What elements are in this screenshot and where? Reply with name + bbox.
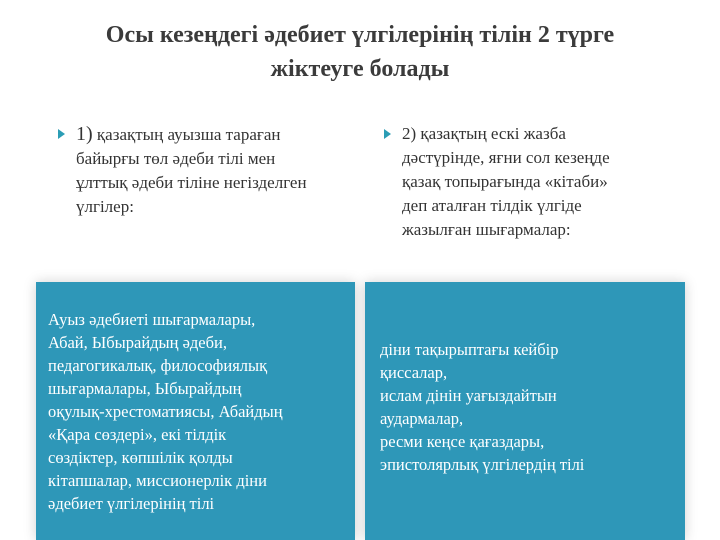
- left-panel-line: педагогикалық, философиялық: [48, 356, 268, 375]
- left-bullet-line-4: үлгілер:: [76, 197, 134, 216]
- left-bullet-line-3: ұлттық әдеби тіліне негізделген: [76, 173, 307, 192]
- title-line-2: жіктеуге болады: [270, 56, 450, 82]
- bullet-arrow-icon: [58, 129, 65, 139]
- right-content-panel: [365, 282, 685, 540]
- right-panel-line: діни тақырыптағы кейбір: [380, 340, 559, 359]
- left-bullet-line-1-text: қазақтың ауызша тараған: [96, 125, 281, 144]
- title-line-1: Осы кезеңдегі әдебиет үлгілерінің тілін 2 түрге: [105, 22, 615, 48]
- right-bullet-line-2: дәстүрінде, яғни сол кезеңде: [402, 148, 610, 167]
- left-panel-line: Ауыз әдебиеті шығармалары,: [48, 310, 256, 329]
- right-bullet-line-1: 2) қазақтың ескі жазба: [402, 124, 566, 143]
- left-panel-line: Абай, Ыбырайдың әдеби,: [48, 333, 227, 352]
- right-panel-line: аудармалар,: [380, 409, 464, 428]
- right-panel-line: эпистолярлық үлгілердің тілі: [380, 455, 585, 474]
- left-panel-line: әдебиет үлгілерінің тілі: [48, 494, 215, 513]
- left-panel-line: шығармалары, Ыбырайдың: [48, 379, 242, 398]
- right-bullet: [402, 122, 652, 242]
- left-panel-line: кітапшалар, миссионерлік діни: [48, 471, 267, 490]
- right-panel-line: ресми кеңсе қағаздары,: [380, 432, 545, 451]
- right-bullet-line-4: деп аталған тілдік үлгіде: [402, 196, 582, 215]
- left-panel-text: [48, 308, 353, 515]
- left-panel-line: оқулық-хрестоматиясы, Абайдың: [48, 402, 283, 421]
- left-bullet: [76, 122, 352, 219]
- left-bullet-line-1: [76, 122, 352, 147]
- slide-title: [40, 18, 680, 86]
- left-bullet-number: 1): [76, 123, 93, 145]
- left-bullet-line-2: байырғы төл әдеби тілі мен: [76, 149, 276, 168]
- bullet-arrow-icon: [384, 129, 391, 139]
- left-panel-line: сөздіктер, көпшілік қолды: [48, 448, 233, 467]
- right-bullet-line-3: қазақ топырағында «кітаби»: [402, 172, 608, 191]
- left-panel-line: «Қара сөздері», екі тілдік: [48, 425, 227, 444]
- left-content-panel: [36, 282, 355, 540]
- right-bullet-line-5: жазылған шығармалар:: [402, 220, 571, 239]
- right-panel-line: қиссалар,: [380, 363, 448, 382]
- right-panel-text: [380, 338, 680, 476]
- right-panel-line: ислам дінін уағыздайтын: [380, 386, 557, 405]
